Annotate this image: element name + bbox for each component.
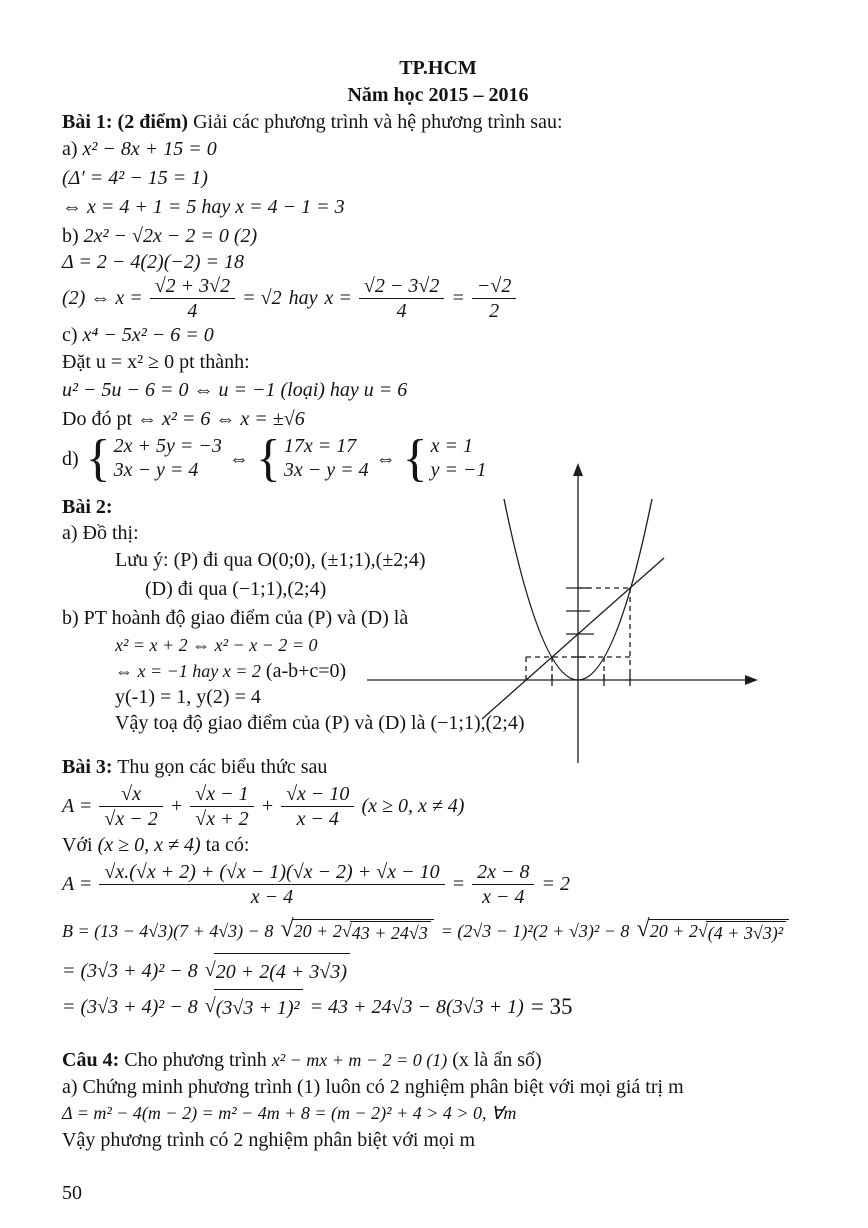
radical: √ (3√3 + 1)² xyxy=(205,989,303,1025)
bai1-b-solution: (2) ⇔ x = $\frac{√2 + 3√2}{4}$ = √2 hay x = $\frac{√2 - 3√2}{4}$ = $\frac{-√2}{2}$ xyxy=(62,274,814,322)
bai1-heading xyxy=(62,109,814,136)
bai2-heading: Bài 2: xyxy=(62,496,113,518)
bai2-d-line: (D) đi qua (−1;1),(2;4) xyxy=(145,578,327,600)
bai1-c-equation: c) x⁴ − 5x² − 6 = 0 xyxy=(62,324,214,346)
bai1-a-equation: a) x² − 8x + 15 = 0 xyxy=(62,138,217,160)
bai1-d-systems: d) { 2x + 5y = −3 3x − y = 4 ⇔ { 17x = 17 3x − y = 4 ⇔ { x = 1 y = −1 xyxy=(62,434,814,484)
bai1-b-delta: Δ = 2 − 4(2)(−2) = 18 xyxy=(62,251,245,273)
bai1-c-u-line: u² − 5u − 6 = 0 ⇔ u = −1 (loại) hay u = 6 xyxy=(62,379,408,401)
bai3-B-line1: B = (13 − 4√3)(7 + 4√3) − 8 √ 20 + 2 √ 43 + 24√3 = (2√3 − 1)²(2 + √3)² − 8 √ 20 + 2 √ (4 + 3√3)² xyxy=(62,909,814,953)
title: TP.HCM xyxy=(399,57,477,79)
cau4-heading: Câu 4: Cho phương trình x² − mx + m − 2 = 0 (1) (x là ẩn số) xyxy=(62,1049,542,1071)
equation-system: { x = 1 y = −1 xyxy=(403,436,487,483)
bai1-label: Bài 1: (2 điểm) xyxy=(62,111,189,133)
bai3-A-simplification: A = $\frac{√x.(√x + 2) + (√x - 1)(√x - 2) + √x - 10}{x - 4}$ = $\frac{2x - 8}{x - 4}$ = 2 xyxy=(62,860,570,908)
cau4-conclusion: Vậy phương trình có 2 nghiệm phân biệt với mọi m xyxy=(62,1129,476,1151)
bai3-B-line3: = (3√3 + 4)² − 8 √ (3√3 + 1)² = 43 + 24√3 − 8(3√3 + 1) = 35 xyxy=(62,989,814,1025)
subtitle: Năm học 2015 – 2016 xyxy=(347,84,529,106)
equation-system: { 2x + 5y = −3 3x − y = 4 xyxy=(86,436,222,483)
page-number: 50 xyxy=(62,1182,82,1204)
fraction: $\frac{√2 - 3√2}{4}$ xyxy=(359,275,444,322)
bai1-c-conclusion: Do đó pt ⇔ x² = 6 ⇔ x = ±√6 xyxy=(62,408,305,430)
bai2-eq3: y(-1) = 1, y(2) = 4 xyxy=(115,686,261,708)
y-axis-arrow xyxy=(573,463,583,476)
fraction: $\frac{-√2}{2}$ xyxy=(472,275,516,322)
bai3-voi-line: Với (x ≥ 0, x ≠ 4) ta có: xyxy=(62,834,250,856)
line-d xyxy=(482,558,664,719)
equation-system: { 17x = 17 3x − y = 4 xyxy=(256,436,369,483)
bai2-b-line: b) PT hoành độ giao điểm của (P) và (D) là xyxy=(62,607,409,629)
radical: √ 20 + 2 √ (4 + 3√3)² xyxy=(636,919,789,944)
y-axis-ticks xyxy=(566,588,594,657)
fraction: $\frac{√x - 1}{√x + 2}$ xyxy=(190,783,253,830)
bai3-B-line2: = (3√3 + 4)² − 8 √ 20 + 2(4 + 3√3) xyxy=(62,953,814,989)
result-value: = 35 xyxy=(530,994,573,1019)
bai1-a-solution: ⇔ x = 4 + 1 = 5 hay x = 4 − 1 = 3 xyxy=(62,196,345,218)
bai2-conclusion: Vậy toạ độ giao điểm của (P) và (D) là (−1;1),(2;4) xyxy=(115,712,525,734)
bai2-a-line: a) Đồ thị: xyxy=(62,522,139,544)
fraction: $\frac{2x - 8}{x - 4}$ xyxy=(472,861,534,908)
fraction: $\frac{√2 + 3√2}{4}$ xyxy=(150,275,235,322)
bai2-eq2: ⇔ x = −1 hay x = 2 (a-b+c=0) xyxy=(115,660,347,682)
bai1-a-delta: (Δ′ = 4² − 15 = 1) xyxy=(62,167,208,189)
cau4-a-line: a) Chứng minh phương trình (1) luôn có 2 nghiệm phân biệt với mọi giá trị m xyxy=(62,1076,684,1098)
bai3-heading: Bài 3: Thu gọn các biểu thức sau xyxy=(62,756,328,778)
bai1-title-rest: Giải các phương trình và hệ phương trình sau: xyxy=(188,111,563,133)
fraction: $\frac{√x - 10}{x - 4}$ xyxy=(281,783,354,830)
fraction: $\frac{√x.(√x + 2) + (√x - 1)(√x - 2) + √x - 10}{x - 4}$ xyxy=(99,861,444,908)
cau4-delta: Δ = m² − 4(m − 2) = m² − 4m + 8 = (m − 2)² + 4 > 4 > 0, ∀m xyxy=(62,1103,517,1123)
bai2-eq1: x² = x + 2 ⇔ x² − x − 2 = 0 xyxy=(115,635,318,655)
bai1-b-equation: b) 2x² − √2x − 2 = 0 (2) xyxy=(62,225,258,247)
radical: √ 20 + 2(4 + 3√3) xyxy=(205,953,350,989)
bai3-A-definition: A = $\frac{√x}{√x - 2}$ + $\frac{√x - 1}{√x + 2}$ + $\frac{√x - 10}{x - 4}$ (x ≥ 0, x ≠ 4) xyxy=(62,782,465,830)
radical: √ (4 + 3√3)² xyxy=(698,921,786,944)
radical: √ 20 + 2 √ 43 + 24√3 xyxy=(280,919,433,944)
bai1-c-dat: Đặt u = x² ≥ 0 pt thành: xyxy=(62,351,250,373)
x-axis-arrow xyxy=(745,675,758,685)
graph-figure xyxy=(360,455,770,770)
bai2-luuy: Lưu ý: (P) đi qua O(0;0), (±1;1),(±2;4) xyxy=(115,549,426,571)
fraction: $\frac{√x}{√x - 2}$ xyxy=(99,783,162,830)
radical: √ 43 + 24√3 xyxy=(342,921,431,944)
